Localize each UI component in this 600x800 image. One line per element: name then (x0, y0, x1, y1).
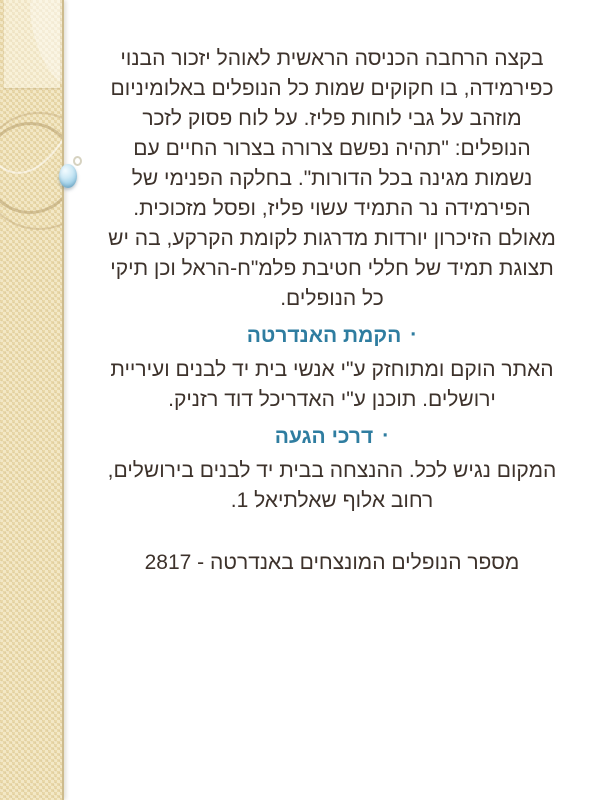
tan-circle-outline-icon (0, 122, 64, 214)
text-line: נשמות מגינה בכל הדורות". בחלקה הפנימי של (131, 167, 533, 190)
text-line: מוזהב על גבי לוחות פליז. על לוח פסוק לזכר (142, 107, 522, 130)
paragraph-memorial-description (78, 44, 586, 314)
heading-label: הקמת האנדרטה (246, 324, 402, 347)
bullet-icon: · (410, 323, 418, 346)
section-heading-directions (78, 422, 586, 452)
text-line: מאולם הזיכרון יורדות מדרגות לקומת הקרקע, בה יש (108, 227, 556, 250)
text-line: כפירמידה, בו חקוקים שמות כל הנופלים באלומיניום (110, 77, 554, 100)
text-line: בקצה הרחבה הכניסה הראשית לאוהל יזכור הבנוי (120, 47, 544, 70)
slide-text-area (78, 44, 586, 578)
text-line: תצוגת תמיד של חללי חטיבת פלמ"ח-הראל וכן תיקי (110, 257, 554, 280)
text-line: רחוב אלוף שאלתיאל 1. (230, 489, 434, 512)
bullet-icon: · (382, 424, 390, 447)
text-line: הפירמידה נר התמיד עשוי פליז, ופסל מזכוכית. (133, 197, 531, 220)
paragraph-site-maintenance (78, 355, 586, 415)
decorative-sidebar (0, 0, 64, 800)
text-line: ירושלים. תוכנן ע"י האדריכל דוד רזניק. (168, 388, 496, 411)
text-line: הנופלים: "תהיה נפשם צרורה בצרור החיים עם (133, 137, 531, 160)
text-line: המקום נגיש לכל. ההנצחה בבית יד לבנים בירושלים, (107, 459, 557, 482)
paragraph-accessibility (78, 456, 586, 516)
blue-bead-icon (59, 164, 77, 188)
fallen-count-line: מספר הנופלים המונצחים באנדרטה - 2817 (144, 551, 520, 574)
text-line: כל הנופלים. (280, 287, 384, 310)
text-line: האתר הוקם ומתוחזק ע"י אנשי בית יד לבנים ועיריית (110, 358, 554, 381)
heading-label: דרכי הגעה (274, 425, 374, 448)
section-heading-establishment (78, 321, 586, 351)
